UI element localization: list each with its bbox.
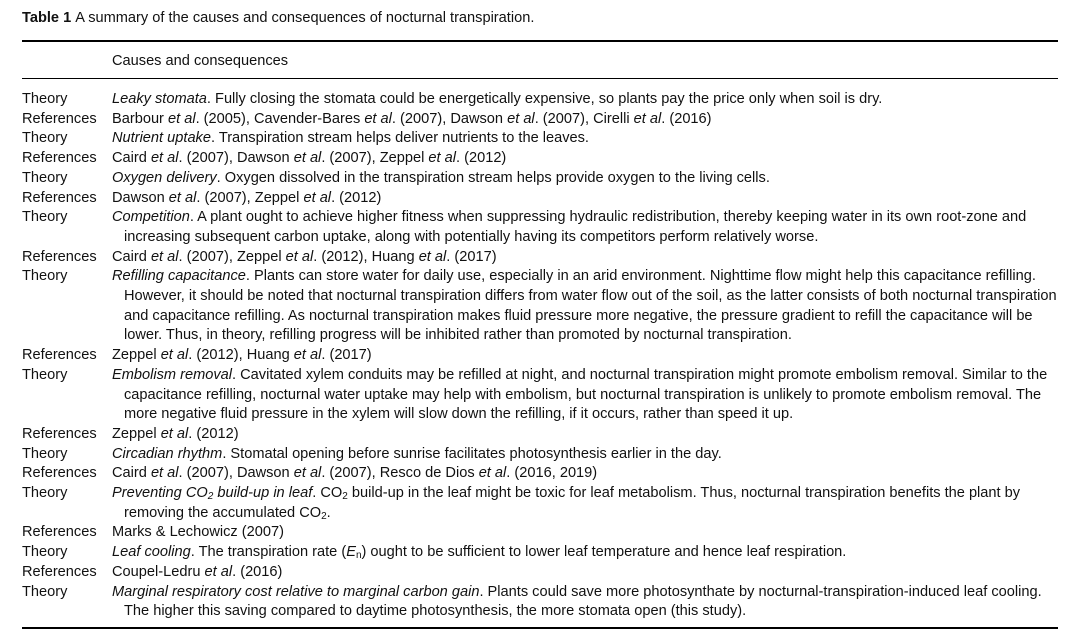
ref-etal: et al xyxy=(293,150,322,167)
table-row xyxy=(22,110,1058,130)
ref-author: Coupel-Ledru xyxy=(112,563,205,580)
references-text: Marks & Lechowicz (2007) xyxy=(112,524,284,541)
ref-year: . (2016, 2019) xyxy=(506,465,598,482)
ref-author: Caird xyxy=(112,248,151,265)
theory-body: . Plants can store water for daily use, especially in an arid environment. Nighttime flow might help this capacitance refilling. However, it should be noted that nocturnal transpiration differs from water flow out of the soil, as the latter consists of both nocturnal transpiration and capacitance refilling. As nocturnal transpiration makes fluid pressure more negative, the pressure gradient to refill the capacitance will be lower. Thus, in theory, refilling progress will be inhibited rather than promoted by nocturnal transpiration. xyxy=(124,268,1057,344)
theory-text xyxy=(112,543,1058,563)
table-row xyxy=(22,169,1058,189)
ref-etal: et al xyxy=(150,248,179,265)
references-text xyxy=(112,563,1058,583)
references-text xyxy=(112,346,1058,366)
row-label: References xyxy=(22,347,97,364)
ref-year: . (2012) xyxy=(456,150,507,167)
ref-author: Zeppel xyxy=(379,150,429,167)
ref-etal: et al xyxy=(160,425,189,442)
row-label: Theory xyxy=(22,268,68,285)
table-body xyxy=(22,90,1058,622)
row-label: Theory xyxy=(22,485,68,502)
theory-text xyxy=(112,445,1058,465)
ref-etal: et al xyxy=(150,150,179,167)
theory-body: . Fully closing the stomata could be energetically expensive, so plants pay the price only when soil is dry. xyxy=(206,91,883,107)
ref-author: Dawson xyxy=(236,465,294,482)
theory-title: Leaf cooling xyxy=(112,544,191,561)
ref-year: . (2012), xyxy=(313,248,372,265)
table-row xyxy=(22,445,1058,465)
row-label: References xyxy=(22,465,97,482)
theory-text xyxy=(112,208,1058,247)
ref-etal: et al xyxy=(507,110,535,127)
ref-year: . (2012) xyxy=(331,189,382,206)
row-label: References xyxy=(22,425,97,442)
table-label: Table 1 xyxy=(22,10,72,26)
theory-body: . A plant ought to achieve higher fitness when suppressing hydraulic redistribution, thereby keeping water in its own root-zone and increasing subsequent carbon uptake, along with potentially having its competitors perform relatively worse. xyxy=(124,209,1027,245)
table-row xyxy=(22,583,1058,622)
references-text xyxy=(112,248,1058,268)
body-part: . CO xyxy=(312,485,343,502)
references-text xyxy=(112,425,1058,445)
table-row xyxy=(22,90,1058,110)
ref-etal: et al xyxy=(150,465,179,482)
theory-title: Circadian rhythm xyxy=(112,445,223,462)
row-label: Theory xyxy=(22,544,68,561)
variable: E xyxy=(346,544,356,561)
ref-year: . (2007), xyxy=(391,110,451,127)
table-row xyxy=(22,149,1058,169)
row-label: Theory xyxy=(22,130,68,147)
table-row xyxy=(22,346,1058,366)
row-label: References xyxy=(22,248,97,265)
ref-year: . (2012) xyxy=(188,425,239,442)
table-row xyxy=(22,464,1058,484)
body-part: . xyxy=(326,504,331,521)
ref-year: . (2007), xyxy=(178,150,237,167)
row-label: References xyxy=(22,110,97,127)
theory-text xyxy=(112,267,1058,346)
table-row xyxy=(22,129,1058,149)
theory-text xyxy=(112,583,1058,622)
ref-year: . (2007), xyxy=(321,150,380,167)
table-row xyxy=(22,523,1058,543)
references-text xyxy=(112,189,1058,209)
table-row xyxy=(22,248,1058,268)
row-label: References xyxy=(22,189,97,206)
ref-etal: et al xyxy=(293,465,322,482)
table-row xyxy=(22,267,1058,346)
theory-title: Marginal respiratory cost relative to marginal carbon gain xyxy=(112,583,480,600)
theory-text xyxy=(112,169,1058,189)
theory-body: . Cavitated xylem conduits may be refilled at night, and nocturnal transpiration might promote embolism removal. Similar to the capacitance refilling, nocturnal water uptake may help with embolism, but nocturnal transpiration is unlikely to promote embolism removal. The more negative fluid pressure in the xylem will slow down the refilling, if it occurs, rather than speed it up. xyxy=(124,366,1048,423)
ref-year: . (2007), xyxy=(534,110,594,127)
subscript: n xyxy=(355,550,362,562)
ref-year: . (2016) xyxy=(232,563,283,580)
table-row xyxy=(22,366,1058,425)
row-label: Theory xyxy=(22,91,68,107)
ref-year: . (2005), xyxy=(195,110,254,127)
ref-etal: et al xyxy=(303,189,332,206)
table-row xyxy=(22,543,1058,563)
ref-etal: et al xyxy=(418,248,447,265)
ref-author: Zeppel xyxy=(112,425,161,442)
ref-etal: et al xyxy=(204,563,233,580)
theory-text xyxy=(112,484,1058,523)
ref-etal: et al xyxy=(168,189,197,206)
ref-author: Cavender-Bares xyxy=(253,110,365,127)
ref-author: Zeppel xyxy=(112,347,161,364)
ref-etal: et al xyxy=(167,110,196,127)
row-label: References xyxy=(22,563,97,580)
table-row xyxy=(22,425,1058,445)
theory-title: Refilling capacitance xyxy=(112,268,246,285)
subscript: 2 xyxy=(321,510,327,522)
theory-title xyxy=(112,485,312,501)
title-part: Preventing CO xyxy=(112,485,208,502)
ref-author: Dawson xyxy=(450,110,508,127)
ref-etal: et al xyxy=(478,465,507,482)
theory-body: . Plants could save more photosynthate by nocturnal-transpiration-induced leaf cooling. The higher this saving compared to daytime photosynthesis, the more stomata open (this study). xyxy=(124,583,1042,620)
ref-etal: et al xyxy=(285,248,314,265)
ref-author: Caird xyxy=(112,465,151,482)
ref-etal: et al xyxy=(364,110,392,127)
ref-year: . (2007), xyxy=(178,248,237,265)
top-rule xyxy=(22,40,1058,42)
references-text xyxy=(112,464,1058,484)
ref-author: Cirelli xyxy=(593,110,634,127)
subscript: 2 xyxy=(207,491,214,503)
ref-author: Resco de Dios xyxy=(379,465,479,482)
row-label: References xyxy=(22,524,97,541)
caption-text: A summary of the causes and consequences of nocturnal transpiration. xyxy=(75,10,535,26)
column-header: Causes and consequences xyxy=(112,53,289,69)
table-row xyxy=(22,208,1058,247)
title-part: build-up in leaf xyxy=(213,485,313,502)
header-rule xyxy=(22,78,1058,79)
ref-author: Huang xyxy=(246,347,294,364)
row-label: Theory xyxy=(22,445,68,462)
row-label: Theory xyxy=(22,209,68,226)
ref-etal: et al xyxy=(633,110,662,127)
ref-author: Zeppel xyxy=(236,248,286,265)
ref-author: Barbour xyxy=(112,110,168,127)
references-text xyxy=(112,149,1058,169)
ref-author: Dawson xyxy=(236,150,294,167)
row-label: References xyxy=(22,150,97,167)
theory-text xyxy=(112,366,1058,425)
row-label: Theory xyxy=(22,583,68,600)
ref-etal: et al xyxy=(293,347,322,364)
ref-author: Huang xyxy=(371,248,419,265)
theory-body: . Transpiration stream helps deliver nutrients to the leaves. xyxy=(210,130,589,147)
theory-title: Embolism removal xyxy=(112,366,233,383)
theory-title: Competition xyxy=(112,209,190,226)
ref-year: . (2007), xyxy=(321,465,380,482)
theory-title: Leaky stomata xyxy=(112,91,207,107)
table-caption xyxy=(22,9,534,27)
references-text xyxy=(112,110,1058,130)
ref-year: . (2016) xyxy=(661,110,712,127)
row-label: Theory xyxy=(22,366,68,383)
theory-title: Nutrient uptake xyxy=(112,130,211,147)
table-row xyxy=(22,189,1058,209)
table-row xyxy=(22,563,1058,583)
row-label: Theory xyxy=(22,169,68,186)
subscript: 2 xyxy=(342,491,348,503)
body-part: . The transpiration rate ( xyxy=(190,544,347,561)
ref-author: Caird xyxy=(112,150,151,167)
theory-body: . Oxygen dissolved in the transpiration stream helps provide oxygen to the living cells. xyxy=(216,169,770,186)
ref-year: . (2007), xyxy=(196,189,255,206)
ref-etal: et al xyxy=(160,347,189,364)
theory-body: . Stomatal opening before sunrise facilitates photosynthesis earlier in the day. xyxy=(222,445,722,462)
theory-text xyxy=(112,90,1058,110)
body-part: build-up in the leaf might be toxic for leaf metabolism. Thus, nocturnal transpiration benefits the plant by removing the accumulated CO xyxy=(124,485,1021,521)
ref-year: . (2007), xyxy=(178,465,237,482)
bottom-rule xyxy=(22,627,1058,629)
theory-title: Oxygen delivery xyxy=(112,169,217,186)
theory-text xyxy=(112,129,1058,149)
table-row xyxy=(22,484,1058,523)
ref-year: . (2017) xyxy=(321,347,372,364)
ref-year: . (2012), xyxy=(188,347,247,364)
ref-year: . (2017) xyxy=(446,248,497,265)
body-part: ) ought to be sufficient to lower leaf temperature and hence leaf respiration. xyxy=(361,544,847,561)
ref-etal: et al xyxy=(428,150,456,167)
ref-author: Dawson xyxy=(112,189,169,206)
ref-author: Zeppel xyxy=(254,189,304,206)
